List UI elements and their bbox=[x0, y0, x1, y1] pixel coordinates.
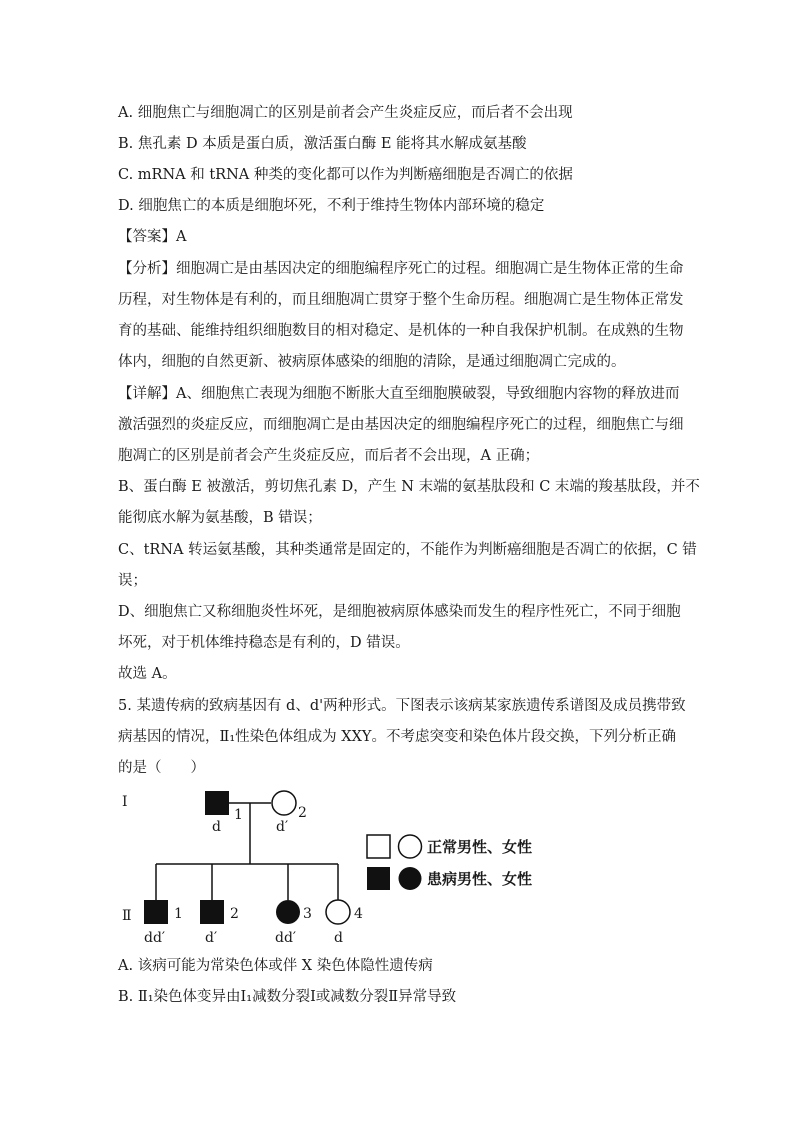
question-5-stem: 病基因的情况，Ⅱ₁性染色体组成为 XXY。不考虑突变和染色体片段交换，下列分析正确 bbox=[118, 729, 676, 745]
pedigree-chart bbox=[110, 784, 570, 954]
question-5-stem: 5. 某遗传病的致病基因有 d、d'两种形式。下图表示该病某家族遗传系谱图及成员携带致 bbox=[118, 698, 686, 714]
detail-line: D、细胞焦亡又称细胞炎性坏死，是细胞被病原体感染而发生的程序性死亡，不同于细胞 bbox=[118, 604, 681, 620]
legend-normal-label: 正常男性、女性 bbox=[427, 838, 533, 856]
gen1-member-1-number: 1 bbox=[234, 807, 243, 823]
gen2-member-1-genotype: dd′ bbox=[144, 930, 166, 946]
option-d: D. 细胞焦亡的本质是细胞坏死，不利于维持生物体内部环境的稳定 bbox=[118, 198, 545, 214]
gen2-member-1-symbol bbox=[144, 900, 168, 924]
detail-line: 能彻底水解为氨基酸，B 错误； bbox=[118, 510, 322, 526]
q5-option-a: A. 该病可能为常染色体或伴 X 染色体隐性遗传病 bbox=[118, 958, 433, 974]
analysis-line: 育的基础、能维持组织细胞数目的相对稳定、是机体的一种自我保护机制。在成熟的生物 bbox=[118, 323, 684, 339]
analysis-line: 体内，细胞的自然更新、被病原体感染的细胞的清除，是通过细胞凋亡完成的。 bbox=[118, 354, 626, 370]
gen1-member-2-number: 2 bbox=[298, 805, 307, 821]
question-5-stem: 的是（ ） bbox=[118, 760, 205, 776]
option-a: A. 细胞焦亡与细胞凋亡的区别是前者会产生炎症反应，而后者不会出现 bbox=[118, 105, 573, 121]
generation-label-2: Ⅱ bbox=[122, 908, 132, 924]
legend-affected-male-symbol bbox=[367, 867, 390, 890]
gen2-member-3-symbol bbox=[276, 900, 300, 924]
option-b: B. 焦孔素 D 本质是蛋白质，激活蛋白酶 E 能将其水解成氨基酸 bbox=[118, 136, 527, 152]
analysis-line: 历程，对生物体是有利的，而且细胞凋亡贯穿于整个生命历程。细胞凋亡是生物体正常发 bbox=[118, 292, 684, 308]
detail-line: 误； bbox=[118, 573, 147, 589]
pedigree-svg bbox=[110, 784, 570, 954]
gen2-member-2-symbol bbox=[200, 900, 224, 924]
legend-affected-label: 患病男性、女性 bbox=[427, 870, 533, 888]
gen1-member-2-symbol bbox=[272, 791, 296, 815]
gen2-member-2-genotype: d′ bbox=[205, 930, 218, 946]
legend-affected-female-symbol bbox=[399, 867, 422, 890]
gen2-member-4-genotype: d bbox=[334, 930, 343, 946]
gen2-member-1-number: 1 bbox=[174, 906, 183, 922]
gen2-member-4-number: 4 bbox=[354, 906, 363, 922]
legend-normal-female-symbol bbox=[399, 835, 422, 858]
detail-line: 胞凋亡的区别是前者会产生炎症反应，而后者不会出现，A 正确； bbox=[118, 448, 540, 464]
option-c: C. mRNA 和 tRNA 种类的变化都可以作为判断癌细胞是否凋亡的依据 bbox=[118, 167, 573, 183]
analysis-line: 【分析】细胞凋亡是由基因决定的细胞编程序死亡的过程。细胞凋亡是生物体正常的生命 bbox=[118, 261, 684, 277]
detail-line: C、tRNA 转运氨基酸，其种类通常是固定的，不能作为判断癌细胞是否凋亡的依据，C 错 bbox=[118, 542, 697, 558]
legend-normal-male-symbol bbox=[367, 835, 390, 858]
gen1-member-1-genotype: d bbox=[212, 819, 221, 835]
gen2-member-2-number: 2 bbox=[230, 906, 239, 922]
answer-line: 【答案】A bbox=[118, 229, 187, 245]
gen1-member-1-symbol bbox=[205, 791, 229, 815]
generation-label-1: I bbox=[122, 794, 128, 810]
gen2-member-3-genotype: dd′ bbox=[275, 930, 297, 946]
detail-line: 坏死，对于机体维持稳态是有利的，D 错误。 bbox=[118, 635, 410, 651]
conclusion-line: 故选 A。 bbox=[118, 666, 177, 682]
q5-option-b: B. Ⅱ₁染色体变异由Ⅰ₁减数分裂Ⅰ或减数分裂Ⅱ异常导致 bbox=[118, 989, 457, 1005]
gen2-member-4-symbol bbox=[326, 900, 350, 924]
gen1-member-2-genotype: d′ bbox=[276, 819, 289, 835]
detail-line: 【详解】A、细胞焦亡表现为细胞不断胀大直至细胞膜破裂，导致细胞内容物的释放进而 bbox=[118, 386, 680, 402]
detail-line: B、蛋白酶 E 被激活，剪切焦孔素 D，产生 N 末端的氨基肽段和 C 末端的羧基肽段，并不 bbox=[118, 479, 700, 495]
detail-line: 激活强烈的炎症反应，而细胞凋亡是由基因决定的细胞编程序死亡的过程，细胞焦亡与细 bbox=[118, 417, 684, 433]
gen2-member-3-number: 3 bbox=[303, 906, 312, 922]
